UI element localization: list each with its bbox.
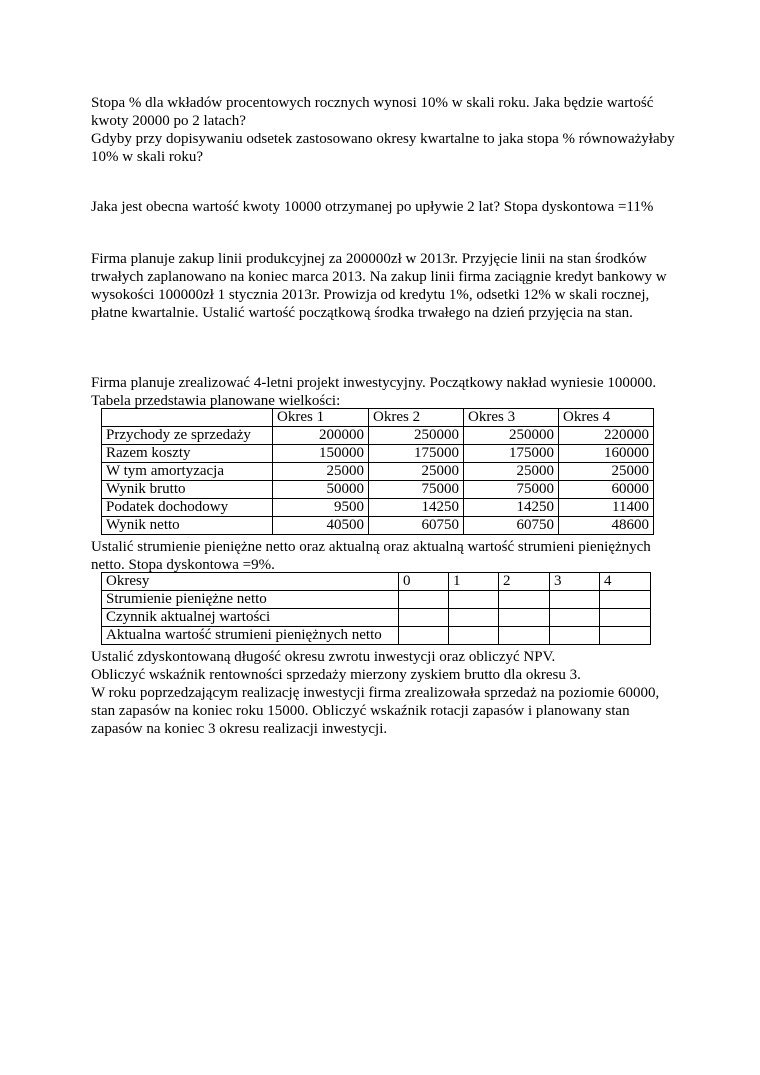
empty-cell xyxy=(600,609,651,627)
table-row xyxy=(102,499,654,517)
section-compound-interest xyxy=(91,94,676,166)
paragraph: W roku poprzedzającym realizację inwestycji firma zrealizowała sprzedaż na poziomie 60000, stan zapasów na koniec roku 15000. Obliczyć wskaźnik rotacji zapasów i planowany stan zapasów na koniec 3 okresu realizacji inwestycji. xyxy=(91,685,660,737)
paragraph: Ustalić strumienie pieniężne netto oraz aktualną oraz aktualną wartość strumieni pieniężnych netto. Stopa dyskontowa =9%. xyxy=(91,539,651,573)
table-cell: 50000 xyxy=(273,481,369,499)
section-cashflow-task xyxy=(91,538,676,574)
header-cell: Okres 2 xyxy=(369,409,464,427)
table-cell: 60000 xyxy=(559,481,654,499)
empty-cell xyxy=(600,591,651,609)
row-label: Aktualna wartość strumieni pieniężnych netto xyxy=(102,627,399,645)
paragraph: Ustalić zdyskontowaną długość okresu zwrotu inwestycji oraz obliczyć NPV. xyxy=(91,649,556,665)
table-cell: 25000 xyxy=(559,463,654,481)
empty-cell xyxy=(449,627,499,645)
empty-cell xyxy=(499,627,550,645)
paragraph: Obliczyć wskaźnik rentowności sprzedaży mierzony zyskiem brutto dla okresu 3. xyxy=(91,667,581,683)
paragraph: Stopa % dla wkładów procentowych rocznych wynosi 10% w skali roku. Jaka będzie wartość kwoty 20000 po 2 latach? xyxy=(91,95,654,129)
row-label: Podatek dochodowy xyxy=(102,499,273,517)
empty-cell xyxy=(399,609,449,627)
row-label: Strumienie pieniężne netto xyxy=(102,591,399,609)
table-cell: 14250 xyxy=(464,499,559,517)
empty-cell xyxy=(499,591,550,609)
table-cell: 160000 xyxy=(559,445,654,463)
table-cell: 75000 xyxy=(464,481,559,499)
empty-cell xyxy=(449,591,499,609)
header-cell: 2 xyxy=(499,573,550,591)
table-cell: 25000 xyxy=(369,463,464,481)
table-row xyxy=(102,591,651,609)
table-cell: 250000 xyxy=(369,427,464,445)
row-label: Czynnik aktualnej wartości xyxy=(102,609,399,627)
table-cell: 60750 xyxy=(369,517,464,535)
table-cell: 11400 xyxy=(559,499,654,517)
row-label: W tym amortyzacja xyxy=(102,463,273,481)
paragraph: Tabela przedstawia planowane wielkości: xyxy=(91,393,341,409)
paragraph: Firma planuje zrealizować 4-letni projekt inwestycyjny. Początkowy nakład wyniesie 100000. xyxy=(91,375,657,391)
table-cell: 220000 xyxy=(559,427,654,445)
row-label: Wynik netto xyxy=(102,517,273,535)
table-cell: 40500 xyxy=(273,517,369,535)
header-cell: Okresy xyxy=(102,573,399,591)
section-final-tasks xyxy=(91,648,676,738)
empty-cell xyxy=(600,627,651,645)
table-cell: 14250 xyxy=(369,499,464,517)
table-row xyxy=(102,427,654,445)
paragraph: Firma planuje zakup linii produkcyjnej za 200000zł w 2013r. Przyjęcie linii na stan środków trwałych zaplanowano na koniec marca 2013. Na zakup linii firma zaciągnie kredyt bankowy w wysokości 100000zł 1 stycznia 2013r. Prowizja od kredytu 1%, odsetki 12% w skali rocznej, płatne kwartalnie. Ustalić wartość początkową środka trwałego na dzień przyjęcia na stan. xyxy=(91,251,667,321)
table-row xyxy=(102,517,654,535)
table-cell: 150000 xyxy=(273,445,369,463)
table-row xyxy=(102,481,654,499)
empty-cell xyxy=(399,591,449,609)
paragraph: Gdyby przy dopisywaniu odsetek zastosowano okresy kwartalne to jaka stopa % równoważyłaby 10% w skali roku? xyxy=(91,131,675,165)
table-row xyxy=(102,463,654,481)
header-cell: 3 xyxy=(550,573,600,591)
header-cell: 1 xyxy=(449,573,499,591)
section-present-value xyxy=(91,198,676,216)
table-cell: 175000 xyxy=(369,445,464,463)
table-row xyxy=(102,609,651,627)
section-investment-intro xyxy=(91,374,676,410)
section-fixed-asset xyxy=(91,250,676,322)
table-header-row xyxy=(102,409,654,427)
table-cell: 9500 xyxy=(273,499,369,517)
table-cell: 60750 xyxy=(464,517,559,535)
table-cell: 75000 xyxy=(369,481,464,499)
header-cell: Okres 1 xyxy=(273,409,369,427)
empty-cell xyxy=(399,627,449,645)
table-row xyxy=(102,445,654,463)
header-cell: 4 xyxy=(600,573,651,591)
empty-cell xyxy=(449,609,499,627)
header-cell: 0 xyxy=(399,573,449,591)
table-cell: 250000 xyxy=(464,427,559,445)
table-cell: 175000 xyxy=(464,445,559,463)
cashflow-table xyxy=(101,572,651,645)
empty-cell xyxy=(550,627,600,645)
table-cell: 200000 xyxy=(273,427,369,445)
header-cell xyxy=(102,409,273,427)
table-row xyxy=(102,627,651,645)
table-header-row xyxy=(102,573,651,591)
paragraph: Jaka jest obecna wartość kwoty 10000 otrzymanej po upływie 2 lat? Stopa dyskontowa =11% xyxy=(91,199,654,215)
header-cell: Okres 4 xyxy=(559,409,654,427)
empty-cell xyxy=(550,591,600,609)
header-cell: Okres 3 xyxy=(464,409,559,427)
table-cell: 25000 xyxy=(273,463,369,481)
row-label: Przychody ze sprzedaży xyxy=(102,427,273,445)
table-cell: 25000 xyxy=(464,463,559,481)
row-label: Razem koszty xyxy=(102,445,273,463)
empty-cell xyxy=(499,609,550,627)
table-cell: 48600 xyxy=(559,517,654,535)
row-label: Wynik brutto xyxy=(102,481,273,499)
planned-values-table xyxy=(101,408,654,535)
empty-cell xyxy=(550,609,600,627)
